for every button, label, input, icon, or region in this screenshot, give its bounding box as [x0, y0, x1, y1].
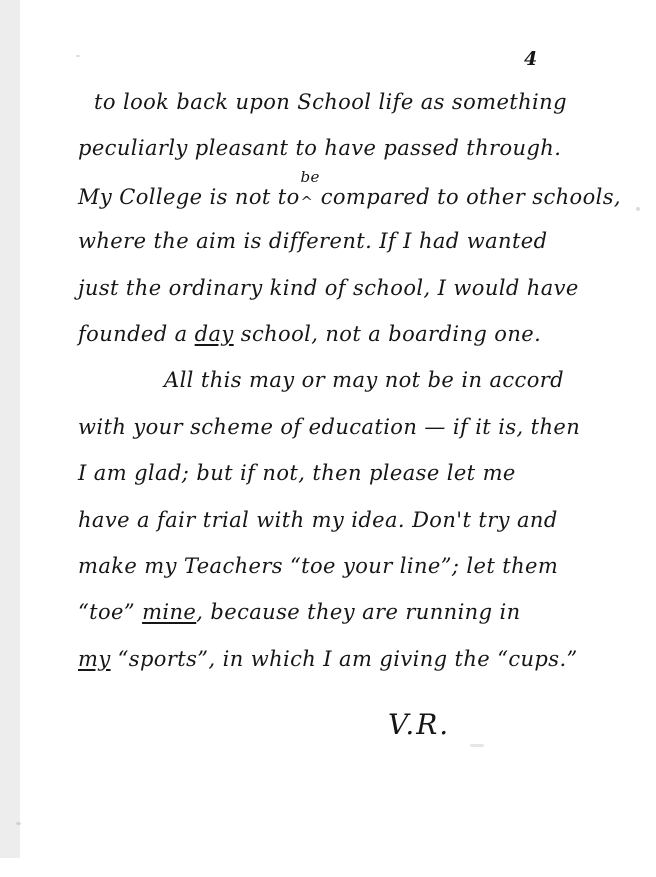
- line-text: My College is not to: [78, 184, 300, 209]
- line-text: compared to other schools,: [320, 184, 621, 209]
- letter-body: [78, 90, 621, 693]
- letter-line: [78, 600, 598, 646]
- scan-artifact: [76, 55, 80, 57]
- page-number: 4: [524, 48, 539, 70]
- letter-line: [78, 136, 598, 182]
- letter-line: [78, 90, 598, 136]
- caret-mark: ^: [300, 194, 314, 212]
- letter-line: [78, 647, 598, 693]
- line-text: “toe”: [78, 600, 143, 625]
- letter-line: [78, 229, 598, 275]
- line-text: peculiarly pleasant to have passed through.: [78, 136, 562, 161]
- line-text: “sports”, in which I am giving the “cups.”: [110, 646, 578, 671]
- signature-initials: V.R.: [388, 708, 451, 741]
- scan-edge-shadow: [0, 0, 20, 858]
- line-text: just the ordinary kind of school, I would have: [78, 275, 579, 300]
- letter-line: [78, 276, 598, 322]
- line-text: All this may or may not be in accord: [164, 368, 565, 393]
- letter-line: [78, 554, 598, 600]
- scan-artifact: [470, 744, 484, 747]
- line-text: where the aim is different. If I had wanted: [78, 229, 548, 254]
- line-text: founded a: [78, 321, 195, 346]
- inserted-word-annotation: [300, 168, 321, 212]
- line-text: school, not a boarding one.: [233, 321, 542, 346]
- letter-line: [78, 322, 598, 368]
- underlined-word: my: [78, 646, 111, 671]
- scan-artifact: [636, 207, 640, 211]
- scan-artifact: [16, 822, 21, 825]
- line-text: , because they are running in: [196, 600, 521, 625]
- underlined-word: day: [194, 321, 234, 346]
- letter-line: [78, 508, 598, 554]
- line-text: with your scheme of education — if it is, then: [78, 414, 581, 439]
- letter-line: [78, 415, 598, 461]
- line-text: I am glad; but if not, then please let me: [78, 461, 516, 486]
- underlined-word: mine: [142, 600, 197, 625]
- line-text: make my Teachers “toe your line”; let them: [78, 553, 559, 578]
- line-text: have a fair trial with my idea. Don't try and: [78, 507, 558, 532]
- letter-line: [78, 168, 621, 229]
- line-text: to look back upon School life as something: [94, 90, 567, 114]
- letter-line-paragraph-start: [78, 368, 598, 414]
- letter-line: [78, 461, 598, 507]
- inserted-word: be: [300, 168, 320, 187]
